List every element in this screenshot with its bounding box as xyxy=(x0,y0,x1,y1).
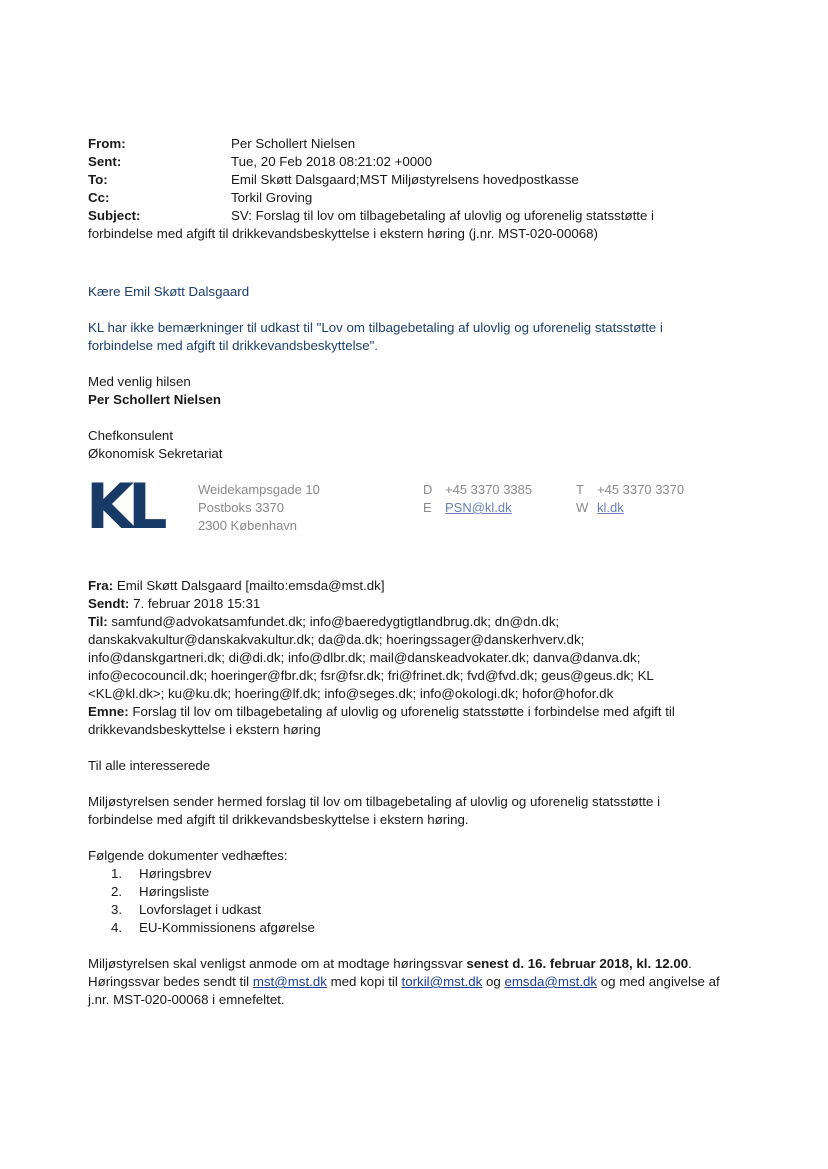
fwd-to-label: Til: xyxy=(88,614,108,629)
sig-address-3: 2300 København xyxy=(198,518,298,533)
fwd-to-value-1: samfund@advokatsamfundet.dk; info@baeredygtigtlandbrug.dk; dn@dn.dk; xyxy=(111,614,560,629)
fwd-from-label: Fra: xyxy=(88,578,114,593)
fwd-to-line-3: info@danskgartneri.dk; di@di.dk; info@dlbr.dk; mail@danskeadvokater.dk; danva@danva.dk; xyxy=(88,650,641,665)
sig-address-2: Postboks 3370 xyxy=(198,500,285,515)
fwd-to-line-2: danskakvakultur@danskakvakultur.dk; da@da.dk; hoeringssager@danskerhverv.dk; xyxy=(88,632,585,647)
sig-main-phone: +45 3370 3370 xyxy=(597,482,685,497)
sent-label: Sent: xyxy=(88,154,122,169)
kl-logo: KL xyxy=(86,470,162,543)
fwd-subject-line-2: drikkevandsbeskyttelse i ekstern høring xyxy=(88,722,321,737)
fwd-to-line-1 xyxy=(88,613,559,631)
sent-value: Tue, 20 Feb 2018 08:21:02 +0000 xyxy=(231,154,432,169)
reply-body-line-2: forbindelse med afgift til drikkevandsbeskyttelse". xyxy=(88,338,379,353)
cc-value: Torkil Groving xyxy=(231,190,313,205)
fwd-sent xyxy=(88,595,260,613)
send-mid-1: med kopi til xyxy=(326,974,402,989)
fwd-subject-label: Emne: xyxy=(88,704,129,719)
body-para1-line-1: Miljøstyrelsen sender hermed forslag til lov om tilbagebetaling af ulovlig og uforenelig statsstøtte i xyxy=(88,794,661,809)
deadline-pre: Miljøstyrelsen skal venligst anmode om at modtage høringssvar xyxy=(88,956,467,971)
deadline-line xyxy=(88,955,692,973)
reply-body-line-1: KL har ikke bemærkninger til udkast til "Lov om tilbagebetaling af ulovlig og uforenelig statsstøtte i xyxy=(88,320,663,335)
attachment-number: 1. xyxy=(111,866,123,881)
send-post: og med angivelse af xyxy=(597,974,720,989)
subject-line-2: forbindelse med afgift til drikkevandsbeskyttelse i ekstern høring (j.nr. MST-020-00068) xyxy=(88,226,598,241)
fwd-sent-value: 7. februar 2018 15:31 xyxy=(133,596,261,611)
from-value: Per Schollert Nielsen xyxy=(231,136,356,151)
fwd-to-line-5: <KL@kl.dk>; ku@ku.dk; hoering@lf.dk; info@seges.dk; info@okologi.dk; hofor@hofor.dk xyxy=(88,686,614,701)
sig-d-label: D xyxy=(423,482,433,497)
attachment-item: Høringsliste xyxy=(139,884,210,899)
sig-email-link[interactable]: PSN@kl.dk xyxy=(445,500,512,515)
to-label: To: xyxy=(88,172,108,187)
deadline-post: . xyxy=(688,956,692,971)
sig-e-label: E xyxy=(423,500,432,515)
sig-direct-phone: +45 3370 3385 xyxy=(445,482,533,497)
subject-line-1: SV: Forslag til lov om tilbagebetaling af ulovlig og uforenelig statsstøtte i xyxy=(231,208,655,223)
from-label: From: xyxy=(88,136,126,151)
fwd-from xyxy=(88,577,385,595)
fwd-from-value: Emil Skøtt Dalsgaard [mailto:emsda@mst.dk] xyxy=(116,578,385,593)
attachments-intro: Følgende dokumenter vedhæftes: xyxy=(88,848,288,863)
sig-t-label: T xyxy=(576,482,584,497)
send-mid-2: og xyxy=(482,974,505,989)
to-value: Emil Skøtt Dalsgaard;MST Miljøstyrelsens hovedpostkasse xyxy=(231,172,579,187)
reply-signer-department: Økonomisk Sekretariat xyxy=(88,446,223,461)
attachment-number: 3. xyxy=(111,902,123,917)
attachment-item: Lovforslaget i udkast xyxy=(139,902,261,917)
body-salutation: Til alle interesserede xyxy=(88,758,211,773)
send-pre: Høringssvar bedes sendt til xyxy=(88,974,253,989)
reply-greeting: Kære Emil Skøtt Dalsgaard xyxy=(88,284,250,299)
reply-closing: Med venlig hilsen xyxy=(88,374,191,389)
sig-w-label: W xyxy=(576,500,589,515)
send-to-line-2: j.nr. MST-020-00068 i emnefeltet. xyxy=(88,992,285,1007)
attachment-item: Høringsbrev xyxy=(139,866,212,881)
sig-address-1: Weidekampsgade 10 xyxy=(198,482,320,497)
deadline-date: senest d. 16. februar 2018, kl. 12.00 xyxy=(466,956,689,971)
attachment-number: 4. xyxy=(111,920,123,935)
attachment-number: 2. xyxy=(111,884,123,899)
fwd-sent-label: Sendt: xyxy=(88,596,130,611)
subject-label: Subject: xyxy=(88,208,141,223)
attachment-item: EU-Kommissionens afgørelse xyxy=(139,920,315,935)
send-to-line xyxy=(88,973,720,991)
cc-label: Cc: xyxy=(88,190,110,205)
emsda-email-link[interactable]: emsda@mst.dk xyxy=(504,974,598,989)
sig-web-link[interactable]: kl.dk xyxy=(597,500,624,515)
fwd-subject-line-1 xyxy=(88,703,675,721)
mst-email-link[interactable]: mst@mst.dk xyxy=(252,974,327,989)
fwd-subject-value-1: Forslag til lov om tilbagebetaling af ulovlig og uforenelig statsstøtte i forbindelse med afgift til xyxy=(132,704,675,719)
reply-signer-title: Chefkonsulent xyxy=(88,428,174,443)
fwd-to-line-4: info@ecocouncil.dk; hoeringer@fbr.dk; fsr@fsr.dk; fri@frinet.dk; fvd@fvd.dk; geus@geus.dk; KL xyxy=(88,668,654,683)
body-para1-line-2: forbindelse med afgift til drikkevandsbeskyttelse i ekstern høring. xyxy=(88,812,469,827)
torkil-email-link[interactable]: torkil@mst.dk xyxy=(401,974,483,989)
reply-signer-name: Per Schollert Nielsen xyxy=(88,392,222,407)
